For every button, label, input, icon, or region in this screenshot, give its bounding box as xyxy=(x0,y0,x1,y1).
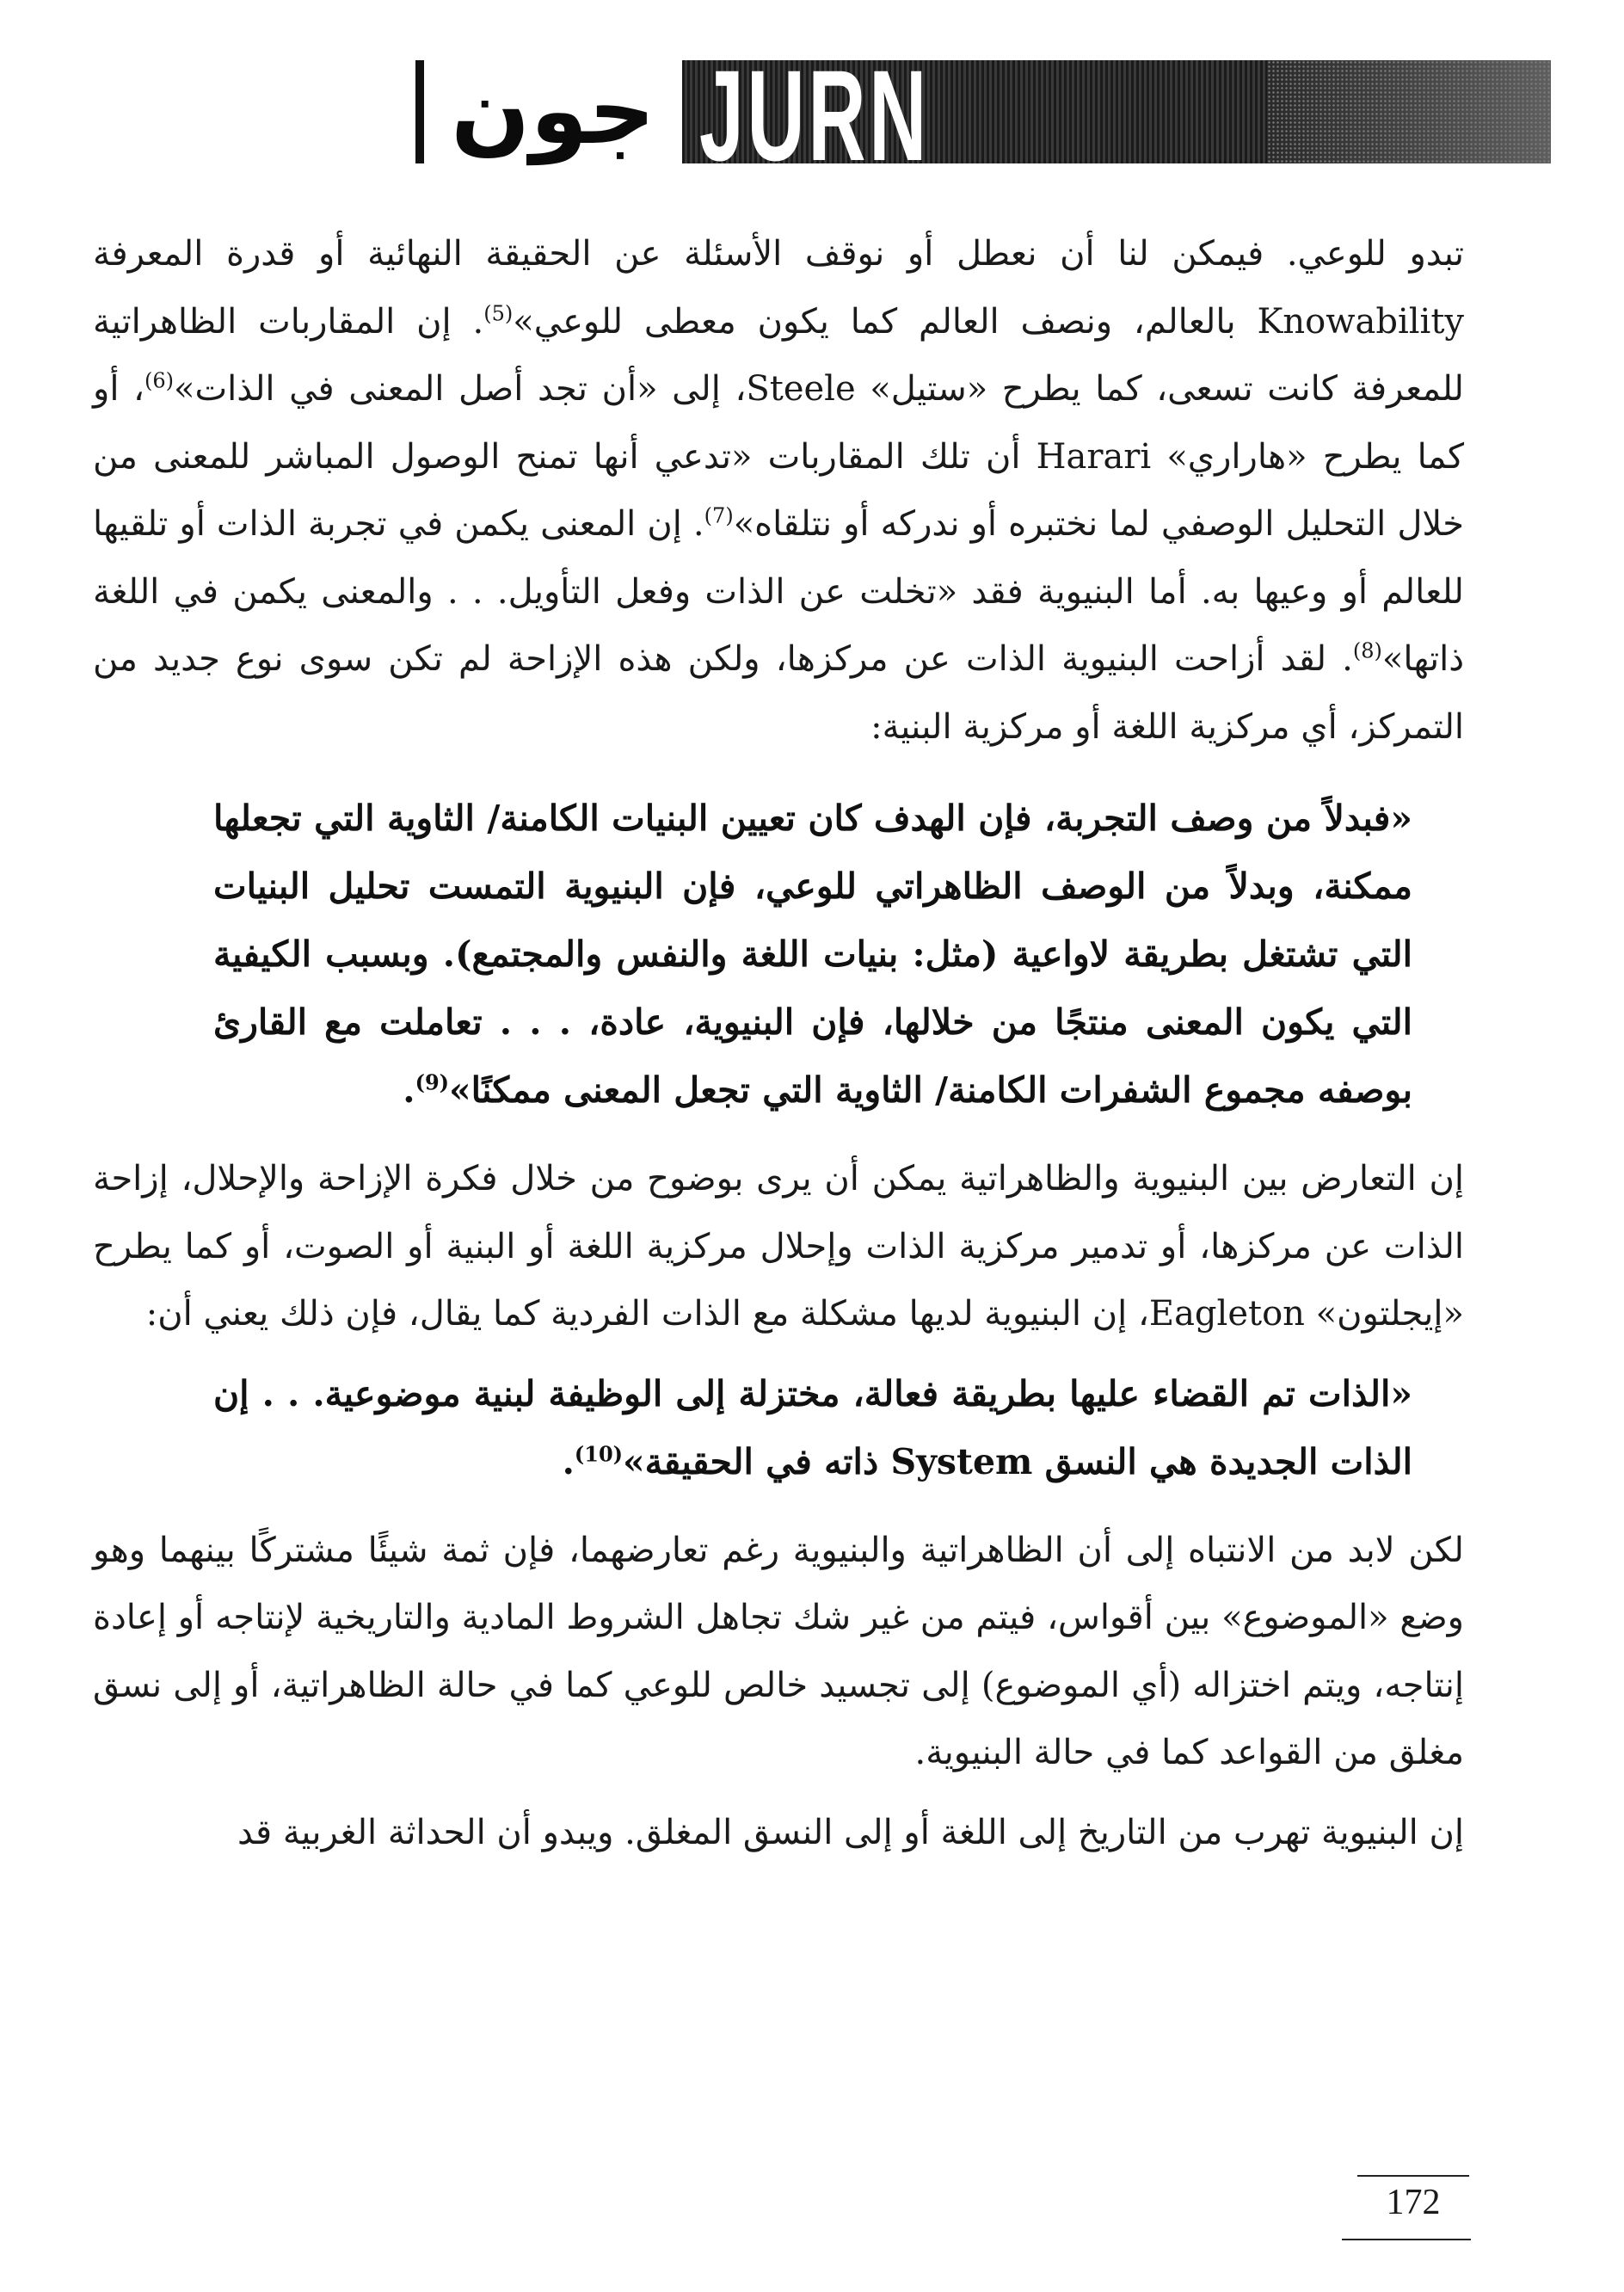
page-number-underline xyxy=(1342,2239,1471,2240)
paragraph-4-text: إن البنيوية تهرب من التاريخ إلى اللغة أو إلى النسق المغلق. ويبدو أن الحداثة الغربية قد xyxy=(237,1812,1464,1852)
logo-arabic-wordmark: جون xyxy=(415,60,682,163)
paragraph-3-text: لكن لابد من الانتباه إلى أن الظاهراتية والبنيوية رغم تعارضهما، فإن ثمة شيئًا مشتركًا بينهما وهو وضع «الموضوع» بين أقواس، فيتم من غير شك تجاهل الشروط المادية والتاريخية لإنتاجه أو إعادة إنتاجه، ويتم اختزاله (أي الموضوع) إلى تجسيد خالص للوعي كما في حالة الظاهراتية، أو إلى نسق مغلق من القواعد كما في حالة البنيوية. xyxy=(93,1530,1464,1772)
paragraph-1-text-b: . إن المقاربات الظاهراتية للمعرفة كانت تسعى، كما يطرح «ستيل» Steele، إلى «أن تجد أصل المعنى في الذات» xyxy=(93,301,1464,409)
footnote-ref-10: (10) xyxy=(574,1440,624,1466)
footnote-ref-5: (5) xyxy=(483,301,514,326)
paragraph-3 xyxy=(93,1517,1464,1787)
paragraph-1 xyxy=(93,220,1464,761)
footnote-ref-7: (7) xyxy=(704,503,734,528)
article-body xyxy=(93,220,1464,1878)
logo-latin-wordmark: JURN xyxy=(699,43,931,188)
logo-halftone-fade xyxy=(1267,60,1551,163)
block-quote-2-text: «الذات تم القضاء عليها بطريقة فعالة، مختزلة إلى الوظيفة لبنية موضوعية. . . إن الذات الجديدة هي النسق System ذاته في الحقيقة» xyxy=(213,1372,1412,1482)
block-quote-2 xyxy=(213,1360,1412,1496)
paragraph-2 xyxy=(93,1145,1464,1348)
paragraph-1-text-e: . لقد أزاحت البنيوية الذات عن مركزها، ولكن هذه الإزاحة لم تكن سوى نوع جديد من التمركز، أي مركزية اللغة أو مركزية البنية: xyxy=(93,639,1464,747)
block-quote-1 xyxy=(213,785,1412,1124)
block-quote-1-tail: . xyxy=(403,1069,415,1111)
footnote-ref-8: (8) xyxy=(1352,638,1382,663)
page-number: 172 xyxy=(1357,2175,1469,2223)
paragraph-1-text-d: . إن المعنى يكمن في تجربة الذات أو تلقيها للعالم أو وعيها به. أما البنيوية فقد «تخلت عن الذات وفعل التأويل. . . والمعنى يكمن في اللغة ذاتها» xyxy=(93,504,1464,679)
paragraph-4 xyxy=(93,1799,1464,1867)
paragraph-1-text: تبدو للوعي. فيمكن لنا أن نعطل أو نوقف الأسئلة عن الحقيقة النهائية أو قدرة المعرفة Knowability بالعالم، ونصف العالم كما يكون معطى للوعي» xyxy=(93,234,1464,342)
paragraph-1-text-c: ، أو كما يطرح «هاراري» Harari أن تلك المقاربات «تدعي أنها تمنح الوصول المباشر للمعنى من خلال التحليل الوصفي لما نختبره أو ندركه أو نتلقاه» xyxy=(93,369,1465,544)
logo-latin-banner xyxy=(682,43,1551,188)
journal-logo xyxy=(415,43,1551,188)
paragraph-2-text: إن التعارض بين البنيوية والظاهراتية يمكن أن يرى بوضوح من خلال فكرة الإزاحة والإحلال، إزاحة الذات عن مركزها، أو تدمير مركزية الذات وإحلال مركزية اللغة أو البنية أو الصوت، أو كما يطرح «إيجلتون» Eagleton، إن البنيوية لديها مشكلة مع الذات الفردية كما يقال، فإن ذلك يعني أن: xyxy=(93,1159,1464,1334)
block-quote-1-text: «فبدلاً من وصف التجربة، فإن الهدف كان تعيين البنيات الكامنة/ الثاوية التي تجعلها ممكنة، وبدلاً من الوصف الظاهراتي للوعي، فإن البنيوية التمست تحليل البنيات التي تشتغل بطريقة لاواعية (مثل: بنيات اللغة والنفس والمجتمع). وبسبب الكيفية التي يكون المعنى منتجًا من خلالها، فإن البنيوية، عادة، . . . تعاملت مع القارئ بوصفه مجموع الشفرات الكامنة/ الثاوية التي تجعل المعنى ممكنًا» xyxy=(213,798,1412,1111)
footnote-ref-9: (9) xyxy=(415,1069,449,1095)
footnote-ref-6: (6) xyxy=(144,368,174,393)
block-quote-2-tail: . xyxy=(562,1440,575,1482)
